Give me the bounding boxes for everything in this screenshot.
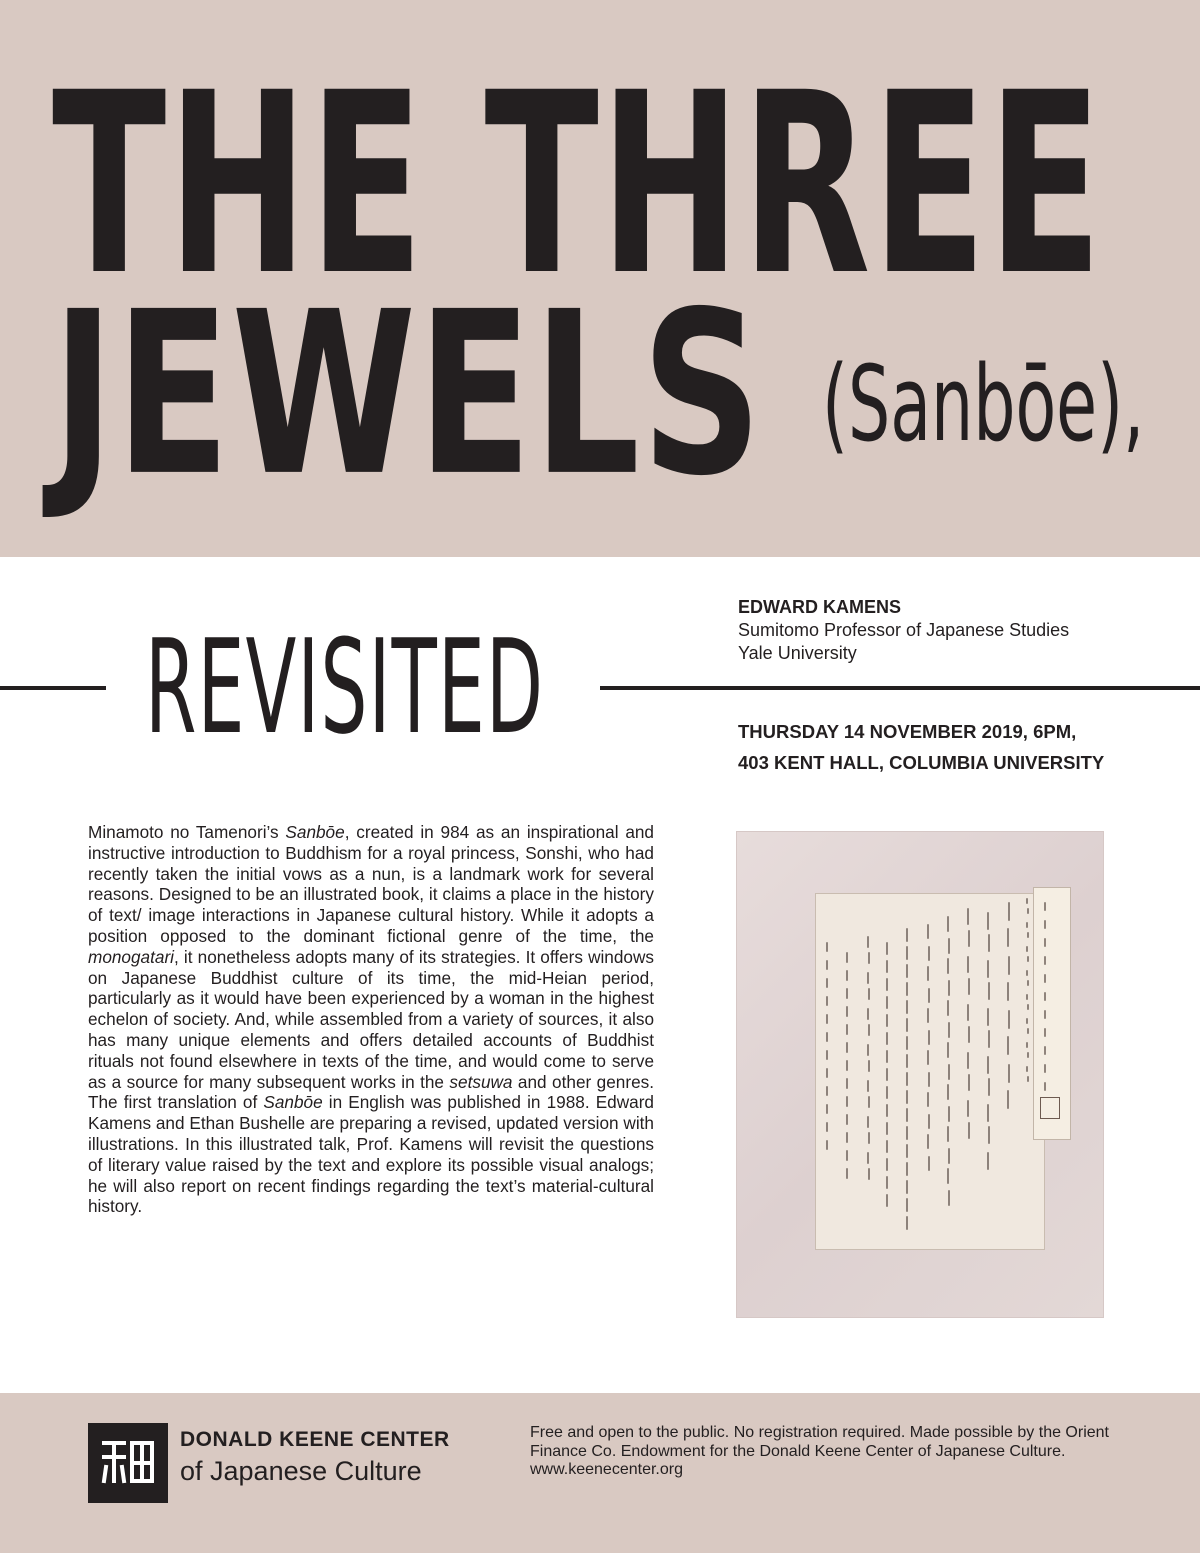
center-name: DONALD KEENE CENTER xyxy=(180,1428,450,1451)
calligraphy-stroke xyxy=(826,1086,828,1096)
calligraphy-stroke xyxy=(1027,908,1029,914)
calligraphy-stroke xyxy=(1026,946,1028,952)
calligraphy-stroke xyxy=(988,1030,990,1048)
calligraphy-stroke xyxy=(846,970,848,981)
calligraphy-stroke xyxy=(906,1108,908,1122)
calligraphy-stroke xyxy=(1044,938,1046,947)
calligraphy-stroke xyxy=(846,1114,848,1125)
calligraphy-stroke xyxy=(988,934,990,952)
calligraphy-stroke xyxy=(948,1064,950,1080)
calligraphy-stroke xyxy=(867,972,869,984)
calligraphy-stroke xyxy=(967,908,969,925)
calligraphy-stroke xyxy=(868,1096,870,1108)
calligraphy-stroke xyxy=(868,1024,870,1036)
calligraphy-stroke xyxy=(987,960,989,978)
center-subtitle: of Japanese Culture xyxy=(180,1456,422,1486)
manuscript-image xyxy=(737,832,1103,1317)
event-description xyxy=(88,822,654,1217)
calligraphy-stroke xyxy=(886,1086,888,1099)
event-date-time: THURSDAY 14 NOVEMBER 2019, 6PM, xyxy=(738,721,1077,742)
description-paragraph xyxy=(88,822,654,1217)
calligraphy-stroke xyxy=(968,1026,970,1043)
calligraphy-stroke xyxy=(928,1030,930,1045)
calligraphy-stroke xyxy=(886,1158,888,1171)
calligraphy-stroke xyxy=(988,982,990,1000)
calligraphy-stroke xyxy=(927,966,929,981)
keene-center-logo xyxy=(88,1423,168,1503)
calligraphy-stroke xyxy=(906,1018,908,1032)
calligraphy-stroke xyxy=(967,1004,969,1021)
calligraphy-stroke xyxy=(886,1032,888,1045)
calligraphy-stroke xyxy=(906,1180,908,1194)
calligraphy-stroke xyxy=(1027,1004,1029,1010)
description-text: and other genres. The first translation of xyxy=(88,1071,654,1113)
calligraphy-stroke xyxy=(846,1168,848,1179)
calligraphy-stroke xyxy=(987,1056,989,1074)
calligraphy-stroke xyxy=(846,1060,848,1071)
calligraphy-stroke xyxy=(987,1152,989,1170)
calligraphy-stroke xyxy=(947,916,949,932)
calligraphy-stroke xyxy=(1044,1064,1046,1073)
calligraphy-stroke xyxy=(1026,898,1028,904)
calligraphy-stroke xyxy=(1027,1052,1029,1058)
calligraphy-stroke xyxy=(968,978,970,995)
calligraphy-stroke xyxy=(1044,1046,1046,1055)
calligraphy-stroke xyxy=(826,1068,828,1078)
calligraphy-stroke xyxy=(1027,1076,1029,1082)
calligraphy-stroke xyxy=(948,1148,950,1164)
calligraphy-stroke xyxy=(1044,1010,1046,1019)
calligraphy-stroke xyxy=(1008,1064,1010,1083)
calligraphy-stroke xyxy=(1044,974,1046,983)
calligraphy-stroke xyxy=(1027,1028,1029,1034)
calligraphy-stroke xyxy=(846,1150,848,1161)
calligraphy-stroke xyxy=(886,978,888,991)
calligraphy-stroke xyxy=(906,1126,908,1140)
description-italic: Sanbōe xyxy=(263,1092,323,1113)
calligraphy-stroke xyxy=(947,1000,949,1016)
calligraphy-stroke xyxy=(927,1008,929,1023)
calligraphy-stroke xyxy=(967,956,969,973)
calligraphy-stroke xyxy=(886,942,888,955)
calligraphy-stroke xyxy=(1027,932,1029,938)
calligraphy-stroke xyxy=(867,1152,869,1164)
calligraphy-stroke xyxy=(826,1140,828,1150)
calligraphy-stroke xyxy=(988,1126,990,1144)
calligraphy-stroke xyxy=(826,942,828,952)
calligraphy-stroke xyxy=(886,1014,888,1027)
calligraphy-stroke xyxy=(928,1114,930,1129)
calligraphy-stroke xyxy=(868,952,870,964)
calligraphy-stroke xyxy=(886,1068,888,1081)
calligraphy-stroke xyxy=(846,952,848,963)
description-text: , it nonetheless adopts many of its strategies. It offers windows on Japanese Buddhist culture of its time, the mid-Heian period, particularly as it would have been experienced by a woman in the highest echelon of society. And, while assembled from a variety of sources, it also has many unique elements and offers detailed accounts of Buddhist rituals not found elsewhere in texts of the time, and would come to serve as a source for many subsequent works in the xyxy=(88,946,654,1092)
calligraphy-stroke xyxy=(846,1042,848,1053)
calligraphy-stroke xyxy=(906,1090,908,1104)
calligraphy-stroke xyxy=(868,1132,870,1144)
calligraphy-stroke xyxy=(987,912,989,930)
calligraphy-stroke xyxy=(1008,902,1010,921)
calligraphy-stroke xyxy=(826,1122,828,1132)
calligraphy-stroke xyxy=(927,1134,929,1149)
description-text: Minamoto no Tamenori’s xyxy=(88,822,286,842)
calligraphy-stroke xyxy=(1026,970,1028,976)
calligraphy-stroke xyxy=(846,1096,848,1107)
title-line-1: THE THREE xyxy=(52,39,1104,330)
calligraphy-stroke xyxy=(928,1156,930,1171)
calligraphy-stroke xyxy=(1026,922,1028,928)
calligraphy-stroke xyxy=(906,982,908,996)
calligraphy-stroke xyxy=(1008,1010,1010,1029)
manuscript-page xyxy=(815,893,1045,1250)
event-block xyxy=(738,716,1104,778)
calligraphy-stroke xyxy=(967,1052,969,1069)
calligraphy-stroke xyxy=(846,1024,848,1035)
calligraphy-stroke xyxy=(987,1008,989,1026)
calligraphy-stroke xyxy=(1027,956,1029,962)
calligraphy-stroke xyxy=(867,936,869,948)
calligraphy-stroke xyxy=(906,1162,908,1176)
calligraphy-stroke xyxy=(826,1104,828,1114)
calligraphy-stroke xyxy=(867,1044,869,1056)
calligraphy-stroke xyxy=(948,1190,950,1206)
calligraphy-stroke xyxy=(948,980,950,996)
calligraphy-stroke xyxy=(1044,902,1046,911)
calligraphy-stroke xyxy=(1007,928,1009,947)
calligraphy-stroke xyxy=(906,946,908,960)
calligraphy-stroke xyxy=(867,1080,869,1092)
calligraphy-stroke xyxy=(1026,1042,1028,1048)
calligraphy-stroke xyxy=(1026,1066,1028,1072)
calligraphy-stroke xyxy=(906,1000,908,1014)
calligraphy-stroke xyxy=(968,930,970,947)
calligraphy-stroke xyxy=(928,946,930,961)
description-italic: Sanbōe xyxy=(285,822,345,842)
calligraphy-stroke xyxy=(886,1176,888,1189)
calligraphy-stroke xyxy=(948,1106,950,1122)
calligraphy-stroke xyxy=(826,960,828,970)
calligraphy-stroke xyxy=(886,960,888,973)
calligraphy-stroke xyxy=(1044,1028,1046,1037)
divider-right xyxy=(600,686,1200,690)
calligraphy-stroke xyxy=(826,1032,828,1042)
calligraphy-stroke xyxy=(1007,982,1009,1001)
keene-logo-icon xyxy=(88,1423,168,1503)
calligraphy-stroke xyxy=(826,1050,828,1060)
calligraphy-stroke xyxy=(1027,980,1029,986)
calligraphy-stroke xyxy=(948,938,950,954)
calligraphy-stroke xyxy=(886,1140,888,1153)
calligraphy-stroke xyxy=(906,1036,908,1050)
description-italic: setsuwa xyxy=(449,1071,513,1092)
calligraphy-stroke xyxy=(1044,920,1046,929)
calligraphy-stroke xyxy=(886,1104,888,1117)
calligraphy-stroke xyxy=(1044,1082,1046,1091)
calligraphy-stroke xyxy=(947,1084,949,1100)
calligraphy-stroke xyxy=(947,1126,949,1142)
speaker-institution: Yale University xyxy=(738,643,857,663)
calligraphy-stroke xyxy=(1007,1036,1009,1055)
calligraphy-stroke xyxy=(1026,1018,1028,1024)
calligraphy-stroke xyxy=(968,1122,970,1139)
calligraphy-stroke xyxy=(868,988,870,1000)
calligraphy-stroke xyxy=(906,1144,908,1158)
speaker-position: Sumitomo Professor of Japanese Studies xyxy=(738,620,1070,640)
calligraphy-stroke xyxy=(867,1116,869,1128)
calligraphy-stroke xyxy=(927,924,929,939)
calligraphy-stroke xyxy=(846,988,848,999)
calligraphy-stroke xyxy=(906,1198,908,1212)
calligraphy-stroke xyxy=(1008,956,1010,975)
description-italic: monogatari xyxy=(88,946,174,967)
calligraphy-stroke xyxy=(826,1014,828,1024)
footer-note: Free and open to the public. No registration required. Made possible by the Orient Finance Co. Endowment for the Donald Keene Center of Japanese Culture. www.keenecenter.org xyxy=(530,1424,1109,1478)
calligraphy-stroke xyxy=(1026,994,1028,1000)
calligraphy-stroke xyxy=(947,1168,949,1184)
calligraphy-stroke xyxy=(968,1074,970,1091)
calligraphy-stroke xyxy=(967,1100,969,1117)
calligraphy-stroke xyxy=(826,978,828,988)
calligraphy-stroke xyxy=(886,1050,888,1063)
calligraphy-stroke xyxy=(927,1092,929,1107)
title-subtitle: (Sanbōe), xyxy=(822,343,1145,465)
calligraphy-stroke xyxy=(988,1078,990,1096)
calligraphy-stroke xyxy=(826,996,828,1006)
calligraphy-stroke xyxy=(868,1168,870,1180)
calligraphy-stroke xyxy=(906,1072,908,1086)
calligraphy-stroke xyxy=(1044,992,1046,1001)
calligraphy-stroke xyxy=(906,1216,908,1230)
calligraphy-stroke xyxy=(948,1022,950,1038)
speaker-name: EDWARD KAMENS xyxy=(738,597,902,617)
calligraphy-stroke xyxy=(928,988,930,1003)
calligraphy-stroke xyxy=(947,1042,949,1058)
calligraphy-stroke xyxy=(928,1072,930,1087)
calligraphy-stroke xyxy=(868,1060,870,1072)
divider-left xyxy=(0,686,106,690)
description-text: , created in 984 as an inspirational and instructive introduction to Buddhism for a royal princess, Sonshi, who had recently taken the initial vows as a nun, is a landmark work for several reasons. Designed to be an illustrated book, it claims a place in the history of text/ image interactions in Japanese cultural history. While it adopts a position opposed to the dominant fictional genre of the time, the xyxy=(88,822,654,946)
calligraphy-stroke xyxy=(846,1078,848,1089)
calligraphy-stroke xyxy=(846,1132,848,1143)
description-text: in English was published in 1988. Edward Kamens and Ethan Bushelle are preparing a revised, updated version with illustrations. In this illustrated talk, Prof. Kamens will revisit the questions of literary value raised by the text and explore its possible visual analogs; he will also report on recent findings regarding the text’s material-cultural history. xyxy=(88,1092,654,1217)
calligraphy-stroke xyxy=(906,964,908,978)
calligraphy-stroke xyxy=(886,1122,888,1135)
calligraphy-stroke xyxy=(987,1104,989,1122)
calligraphy-stroke xyxy=(927,1050,929,1065)
calligraphy-stroke xyxy=(947,958,949,974)
manuscript-seal xyxy=(1040,1097,1060,1119)
calligraphy-stroke xyxy=(1044,956,1046,965)
calligraphy-stroke xyxy=(906,928,908,942)
title-line-2: JEWELS xyxy=(52,263,764,525)
calligraphy-stroke xyxy=(886,1194,888,1207)
event-location: 403 KENT HALL, COLUMBIA UNIVERSITY xyxy=(738,752,1105,773)
calligraphy-stroke xyxy=(1007,1090,1009,1109)
calligraphy-stroke xyxy=(906,1054,908,1068)
title-line-3: REVISITED xyxy=(145,611,545,763)
calligraphy-stroke xyxy=(886,996,888,1009)
calligraphy-stroke xyxy=(867,1008,869,1020)
speaker-block xyxy=(738,596,1069,665)
calligraphy-stroke xyxy=(846,1006,848,1017)
